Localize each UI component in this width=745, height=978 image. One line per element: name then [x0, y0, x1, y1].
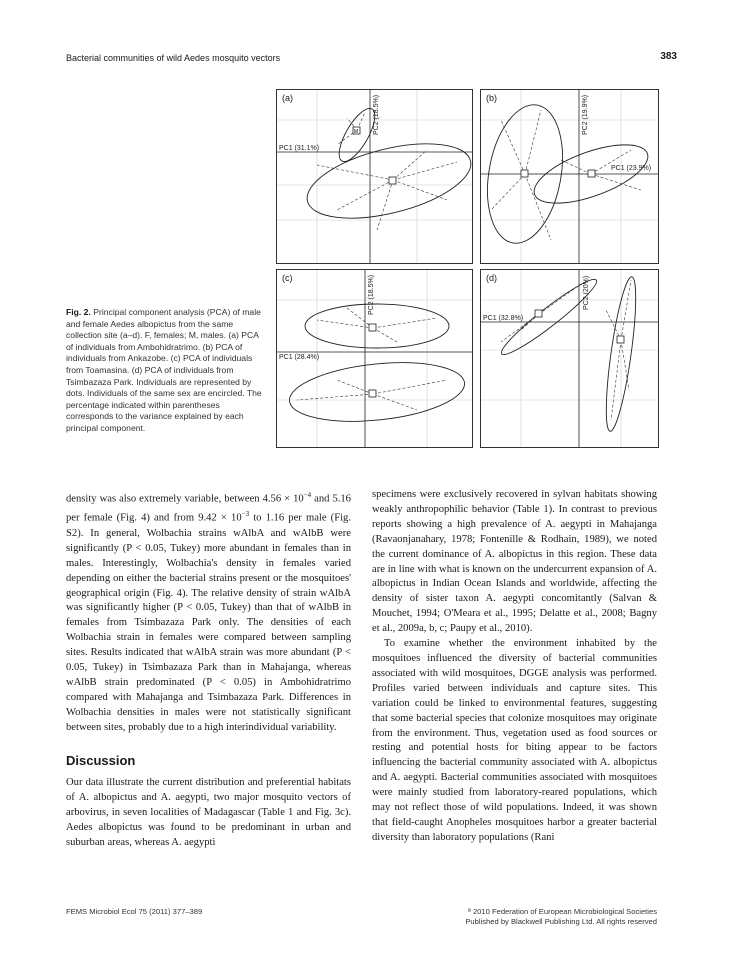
- text-run: and 5.16 per female (Fig. 4) and from 9.42 × 10: [66, 493, 351, 524]
- pca-plot-c: [277, 270, 472, 447]
- panel-label-a: (a): [282, 93, 293, 103]
- pca-panel-d: [480, 269, 659, 448]
- left-column: [66, 488, 351, 851]
- paragraph: Our data illustrate the current distribution and preferential habitats of A. albopictus and A. aegypti, two major mosquito vectors of arbovirus, in seven localities of Madagascar (Table 1 and Fig. 3c). Aedes albopictus was found to be predominant in urban and suburban areas, whereas A. aegypti: [66, 777, 351, 849]
- paragraph: specimens were exclusively recovered in sylvan habitats showing weakly anthropophilic behavior (Table 1). In contrast to previous reports showing a high prevalence of A. aegypti in Mahajanga (Ravaonjanahary, 1978; Fontenille & Rodhain, 1989), we noted the current dominance of A. albopictus in this region. These data are in line with what is known on the undercurrent expansion of A. albopictus in Indian Ocean Islands and worldwide, affecting the density of sister taxon A. aegypti concomitantly (Salvan & Mouchet, 1994; O'Meara et al., 1995; Delatte et al., 2008; Bagny et al., 2009a, b, c; Paupy et al., 2010).: [372, 489, 657, 635]
- page-number: 383: [660, 51, 677, 62]
- footer-copyright: ª 2010 Federation of European Microbiological Societies: [468, 907, 657, 916]
- panel-label-c: (c): [282, 273, 293, 283]
- pc2-label-d: PC2 (20%): [583, 275, 590, 310]
- panel-label-b: (b): [486, 93, 497, 103]
- pc2-label-a: PC2 (18.5%): [373, 94, 380, 135]
- figure-caption: [66, 307, 264, 435]
- section-heading: Discussion: [66, 752, 136, 768]
- caption-text: Principal component analysis (PCA) of male and female Aedes albopictus from the same collection site (a–d). F, females; M, males. (a) PCA of individuals from Ambohidratrimo. (b) PCA of individuals from Ankazobe. (c) PCA of individuals from Toamasina. (d) PCA of individuals from Tsimbazaza Park. Individuals are represented by dots. Individuals of the same sex are encircled. The percentage indicated within parentheses corresponds to the variance explained by each principal component.: [66, 307, 262, 433]
- caption-label: Fig. 2.: [66, 307, 91, 317]
- pc1-label-a: PC1 (31.1%): [279, 145, 320, 152]
- panel-label-d: (d): [486, 273, 497, 283]
- pc1-label-d: PC1 (32.8%): [483, 315, 524, 322]
- pc1-label-c: PC1 (28.4%): [279, 354, 320, 361]
- pca-panel-b: [480, 89, 659, 264]
- pca-panel-a: [276, 89, 473, 264]
- pca-plot-d: [481, 270, 658, 447]
- pca-plot-b: [481, 90, 658, 263]
- pca-panel-c: [276, 269, 473, 448]
- text-run: to 1.16 per male (Fig. S2). In general, Wolbachia strains wAlbA and wAlbB were significantly (P < 0.05, Tukey) more abundant in females than in males. Interestingly, Wolbachia's density in females varied depending on either the bacterial strains present or the mosquitoes' geographical origin (Fig. 4). The relative density of strain wAlbA was significantly higher (P < 0.05, Tukey) than that of wAlbB in females from Tsimbazaza Park only. The densities of each Wolbachia strain in females were compared between sampling sites. Results indicated that wAlbA strain was more abundant (P < 0.05, Tukey) in Tsimbazaza Park than in Mahajanga, whereas wAlbB strain predominated (P < 0.05) in Ambohidratrimo compared with Mahajanga and Tsimbazaza Park. Differences in Wolbachia densities in males were not statistically significant between sites, probably due to a high interindividual variability.: [66, 512, 351, 733]
- paragraph: To examine whether the environment inhabited by the mosquitoes influenced the diversity of bacterial communities associated with wild mosquitoes, DGGE analysis was performed. Profiles varied between individuals and capture sites. This variation could be linked to environmental features, suggesting that some bacterial species that colonize mosquitoes may originate from the environment. Thus, vegetation used as food sources or resting and potential hosts for biting appear to be factors influencing the bacterial community associated with A. albopictus and A. aegypti. Bacterial communities associated with mosquitoes were mainly studied from laboratory-reared populations, which may not reflect those of wild populations. Indeed, it was shown that field-caught Anopheles mosquitoes harbor a greater bacterial diversity than laboratory populations (Rani: [372, 638, 657, 843]
- footer-left: FEMS Microbiol Ecol 75 (2011) 377–389: [66, 907, 203, 916]
- pca-plot-a: [277, 90, 472, 263]
- running-header: [66, 51, 677, 67]
- marker-letter-a: M: [354, 129, 359, 135]
- paragraph: [66, 488, 351, 736]
- pc2-label-b: PC2 (19.9%): [582, 94, 589, 135]
- footer-publisher: Published by Blackwell Publishing Ltd. All rights reserved: [465, 917, 657, 926]
- text-run: density was also extremely variable, between 4.56 × 10: [66, 493, 304, 505]
- pc2-label-c: PC2 (18.5%): [368, 274, 375, 315]
- exponent: −3: [241, 510, 250, 519]
- running-title: Bacterial communities of wild Aedes mosquito vectors: [66, 53, 281, 63]
- right-column: [372, 488, 657, 846]
- exponent: −4: [303, 491, 312, 499]
- pc1-label-b: PC1 (23.9%): [611, 165, 652, 172]
- footer-right: [465, 907, 657, 927]
